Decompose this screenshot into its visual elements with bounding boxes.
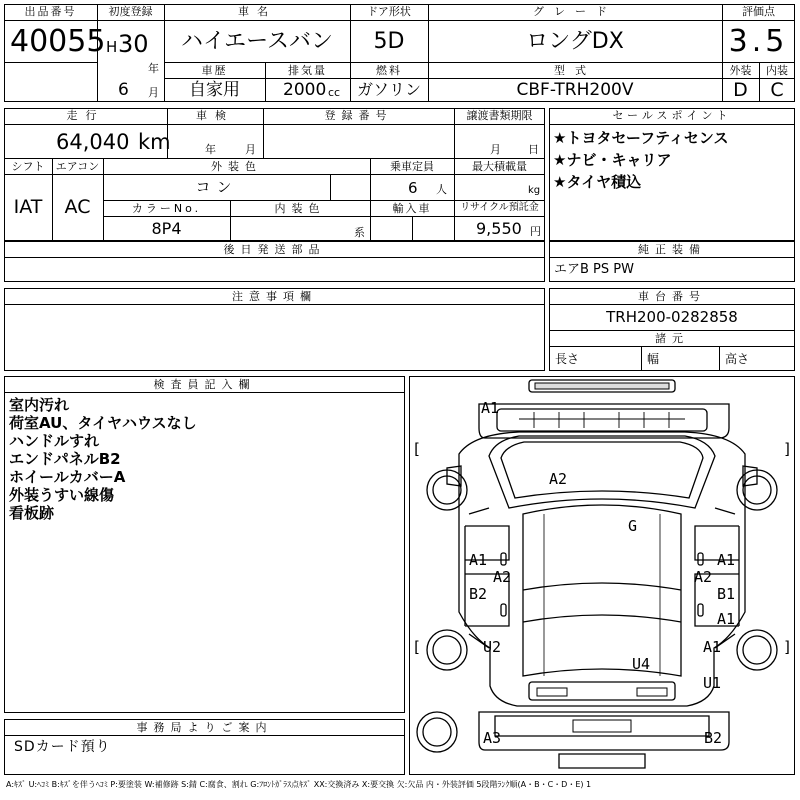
dim-width: 幅 — [647, 352, 660, 366]
mark-l-front-door-2: A2 — [493, 568, 512, 586]
import-label: 輸入車 — [392, 202, 432, 215]
int-label: 内装 — [766, 64, 788, 77]
mileage-unit: km — [138, 130, 171, 154]
transfer-month-unit: 月 — [490, 143, 501, 156]
grade: ロングDX — [526, 29, 624, 54]
mark-l-rear-panel: U2 — [483, 638, 502, 656]
door-label: ドア形状 — [367, 5, 411, 18]
int-color-unit: 系 — [354, 226, 365, 239]
bracket: [ — [412, 440, 422, 458]
office-text: SDカード預り — [14, 739, 111, 755]
inspector-line: 荷室AU、タイヤハウスなし — [9, 414, 197, 432]
history-label: 車歴 — [201, 64, 228, 77]
mark-rear-right: B2 — [704, 729, 723, 747]
mark-roof-rear: U4 — [632, 655, 651, 673]
door: 5D — [373, 29, 405, 54]
first-reg-year: 30 — [118, 30, 149, 58]
displacement-unit: cc — [328, 86, 341, 99]
capacity-label: 乗車定員 — [390, 160, 434, 173]
sales-point-item: ★トヨタセーフティセンス — [553, 129, 729, 147]
reg-no-label: 登録番号 — [324, 109, 393, 122]
int-color-label: 内装色 — [274, 202, 326, 215]
sales-point-item: ★タイヤ積込 — [553, 173, 642, 191]
chassis-value: TRH200-0282858 — [606, 308, 738, 326]
transfer-label: 譲渡書類期限 — [466, 109, 533, 122]
inspector-lines — [9, 396, 197, 522]
transfer-day-unit: 日 — [528, 143, 539, 156]
inspector-line: 外装うすい線傷 — [9, 486, 115, 504]
inspector-line: ハンドルすれ — [9, 432, 100, 450]
mileage: 64,040 — [56, 130, 130, 154]
lot-no: 40055 — [10, 24, 106, 59]
era: H — [106, 38, 118, 56]
mark-l-front-door: A1 — [469, 551, 488, 569]
mark-r-rear-door: B1 — [717, 585, 736, 603]
inspector-line: エンドパネルB2 — [9, 450, 121, 468]
month-unit: 月 — [148, 86, 159, 99]
fuel-label: 燃料 — [376, 64, 402, 77]
dim-height: 高さ — [725, 352, 750, 366]
dim-length: 長さ — [555, 352, 580, 366]
mark-r-front-door-2: A2 — [694, 568, 713, 586]
inspector-label: 検査員記入欄 — [153, 378, 256, 391]
mark-rear-left: A3 — [483, 729, 502, 747]
shift: IAT — [13, 196, 43, 218]
office-label: 事務局よりご案内 — [136, 721, 273, 734]
ext-grade: D — [733, 79, 748, 101]
mileage-label: 走行 — [66, 109, 105, 122]
first-reg-label: 初度登録 — [108, 5, 153, 18]
color-no: 8P4 — [151, 219, 182, 238]
sales-points-label: セールスポイント — [612, 109, 732, 122]
shift-label: シフト — [11, 160, 45, 173]
bracket: ] — [783, 440, 793, 458]
legend-footer: A:ｷｽﾞ U:ﾍｺﾐ B:ｷｽﾞを伴うﾍｺﾐ P:要塗装 W:補修跡 S:錆 C:腐食、割れ G:ﾌﾛﾝﾄｶﾞﾗｽ点ｷｽﾞ XX:交換済み X:要交換 欠:欠品 内・外装評価 5段階ﾗﾝｸ順(A・B・C・D・E) 1 — [6, 780, 592, 789]
insp-month-unit: 月 — [245, 143, 256, 156]
mark-r-rear-door-2: A1 — [717, 610, 736, 628]
later-parts-label: 後日発送部品 — [223, 243, 326, 256]
recycle-unit: 円 — [530, 225, 541, 238]
capacity-unit: 人 — [436, 183, 447, 196]
recycle-label: リサイクル預託金 — [460, 202, 539, 213]
ext-label: 外装 — [729, 64, 752, 77]
int-grade: C — [770, 79, 784, 101]
vehicle-damage-diagram — [409, 376, 795, 775]
bracket: ] — [783, 638, 793, 656]
inspector-line: ホイールカバーA — [9, 468, 126, 486]
inspector-line: 室内汚れ — [9, 396, 70, 414]
equipment-value: エアB PS PW — [554, 262, 634, 277]
mark-r-rear-panel: A1 — [703, 638, 722, 656]
lot-no-label: 出品番号 — [24, 5, 77, 18]
chassis-label: 車台番号 — [638, 290, 706, 303]
ac-label: エアコン — [55, 160, 100, 173]
score-label: 評価点 — [742, 5, 775, 18]
model: CBF-TRH200V — [516, 80, 634, 100]
displacement-label: 排気量 — [288, 64, 327, 77]
insp-year-unit: 年 — [205, 143, 216, 156]
color: コン — [195, 178, 238, 196]
fuel: ガソリン — [356, 80, 421, 99]
mark-l-rear-door: B2 — [469, 585, 488, 603]
mark-hood: A2 — [549, 470, 568, 488]
model-label: 型式 — [554, 64, 596, 77]
equipment-label: 純正装備 — [638, 243, 706, 256]
history: 自家用 — [189, 80, 240, 100]
load-label: 最大積載量 — [472, 160, 527, 173]
sales-point-item: ★ナビ・キャリア — [553, 151, 672, 169]
mark-r-rear-bottom: U1 — [703, 674, 722, 692]
car-name: ハイエースバン — [180, 29, 334, 54]
notes-label: 注意事項欄 — [232, 290, 317, 303]
color-no-label: カラーNo. — [131, 202, 202, 215]
score: 3.5 — [728, 24, 789, 59]
car-name-label: 車名 — [238, 5, 276, 18]
ac: AC — [64, 196, 91, 218]
inspection-label: 車検 — [196, 109, 234, 122]
bracket: [ — [412, 638, 422, 656]
dimensions-label: 諸元 — [655, 332, 689, 345]
first-reg-month: 6 — [118, 80, 129, 100]
inspector-line: 看板跡 — [9, 504, 55, 522]
displacement: 2000 — [283, 80, 327, 100]
capacity: 6 — [408, 179, 418, 197]
recycle: 9,550 — [476, 219, 522, 238]
mark-glass: G — [628, 517, 638, 535]
mark-r-front-door: A1 — [717, 551, 736, 569]
load-unit: kg — [528, 185, 541, 196]
grade-label: グレード — [533, 5, 617, 18]
year-unit: 年 — [148, 62, 159, 75]
color-label: 外装色 — [211, 160, 262, 173]
mark-roof-front: A1 — [481, 399, 500, 417]
